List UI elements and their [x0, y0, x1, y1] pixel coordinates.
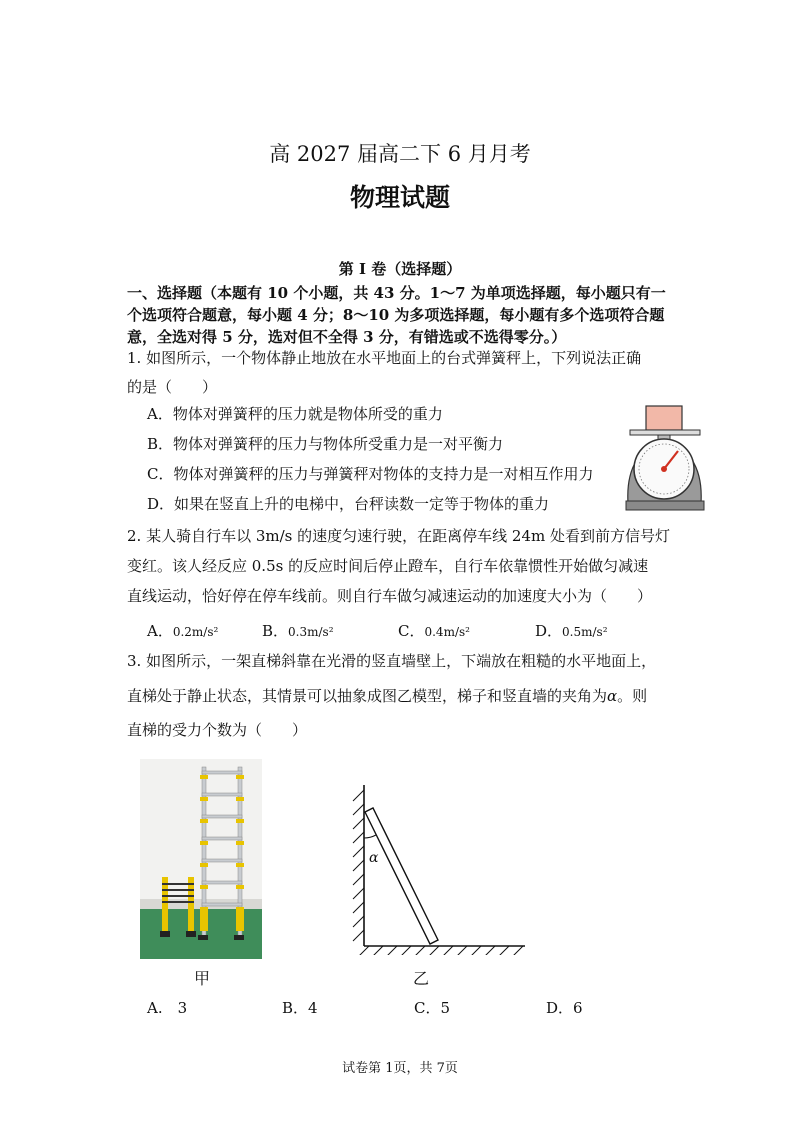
q3-option-b: B．4 — [282, 999, 318, 1017]
q3-stem-line-2-text: 直梯处于静止状态，其情景可以抽象成图乙模型，梯子和竖直墙的夹角为 — [127, 687, 608, 705]
q1-option-d: D．如果在竖直上升的电梯中，台秤读数一定等于物体的重力 — [147, 495, 550, 513]
q2-option-c-value: 0.4m/s² — [424, 625, 470, 639]
q1-stem-line-1: 1. 如图所示，一个物体静止地放在水平地面上的台式弹簧秤上，下列说法正确 — [127, 349, 642, 367]
q2-option-a — [147, 620, 218, 641]
q1-stem-line-2: 的是（ ） — [127, 378, 218, 396]
q1-option-c: C．物体对弹簧秤的压力与弹簧秤对物体的支持力是一对相互作用力 — [147, 465, 594, 483]
q2-option-d-value: 0.5m/s² — [562, 625, 608, 639]
q2-option-c — [398, 620, 470, 641]
diagram-alpha-label: α — [369, 850, 379, 866]
caption-yi: 乙 — [413, 969, 430, 988]
q3-option-d: D．6 — [546, 999, 583, 1017]
caption-jia: 甲 — [194, 969, 211, 988]
q3-option-a: A. 3 — [147, 999, 188, 1017]
q2-option-b-letter: B． — [262, 622, 289, 640]
q3-stem-line-3: 直梯的受力个数为（ ） — [127, 721, 308, 739]
q2-option-a-letter: A． — [147, 622, 173, 640]
instructions-line-3: 意，全选对得 5 分，选对但不全得 3 分，有错选或不选得零分。） — [127, 328, 567, 346]
instructions-line-1: 一、选择题（本题有 10 个小题，共 43 分。1～7 为单项选择题，每小题只有一 — [127, 284, 666, 302]
page-footer: 试卷第 1页，共 7页 — [342, 1061, 458, 1076]
exam-title: 高 2027 届高二下 6 月月考 — [269, 142, 531, 166]
q2-stem-line-1: 2. 某人骑自行车以 3m/s 的速度匀速行驶，在距离停车线 24m 处看到前方信号灯 — [127, 527, 670, 545]
alpha-symbol: α — [607, 687, 618, 705]
q1-option-b: B．物体对弹簧秤的压力与物体所受重力是一对平衡力 — [147, 435, 504, 453]
q2-option-d-letter: D． — [535, 622, 563, 640]
section-title: 第 I 卷（选择题） — [338, 260, 462, 278]
subject-title: 物理试题 — [349, 183, 450, 212]
q3-stem-line-2 — [127, 685, 647, 707]
q3-option-c: C．5 — [414, 999, 451, 1017]
q1-option-a: A．物体对弹簧秤的压力就是物体所受的重力 — [147, 405, 443, 423]
q2-option-d — [535, 620, 608, 641]
ladder-photo — [140, 759, 262, 959]
instructions-line-2: 个选项符合题意，每小题 4 分；8～10 为多项选择题，每小题有多个选项符合题 — [127, 306, 665, 324]
q2-stem-line-3: 直线运动，恰好停在停车线前。则自行车做匀减速运动的加速度大小为（ ） — [127, 587, 653, 605]
q2-stem-line-2: 变红。该人经反应 0.5s 的反应时间后停止蹬车，自行车依靠惯性开始做匀减速 — [127, 557, 649, 575]
q2-option-b-value: 0.3m/s² — [288, 625, 334, 639]
spring-scale-figure — [620, 403, 715, 513]
q2-option-a-value: 0.2m/s² — [172, 625, 219, 639]
q3-stem-line-2-end: 。则 — [617, 687, 648, 705]
q2-option-c-letter: C． — [398, 622, 425, 640]
ladder-wall-diagram — [345, 780, 530, 955]
q3-stem-line-1: 3. 如图所示，一架直梯斜靠在光滑的竖直墙壁上，下端放在粗糙的水平地面上， — [127, 652, 657, 670]
q2-option-b — [262, 620, 334, 641]
